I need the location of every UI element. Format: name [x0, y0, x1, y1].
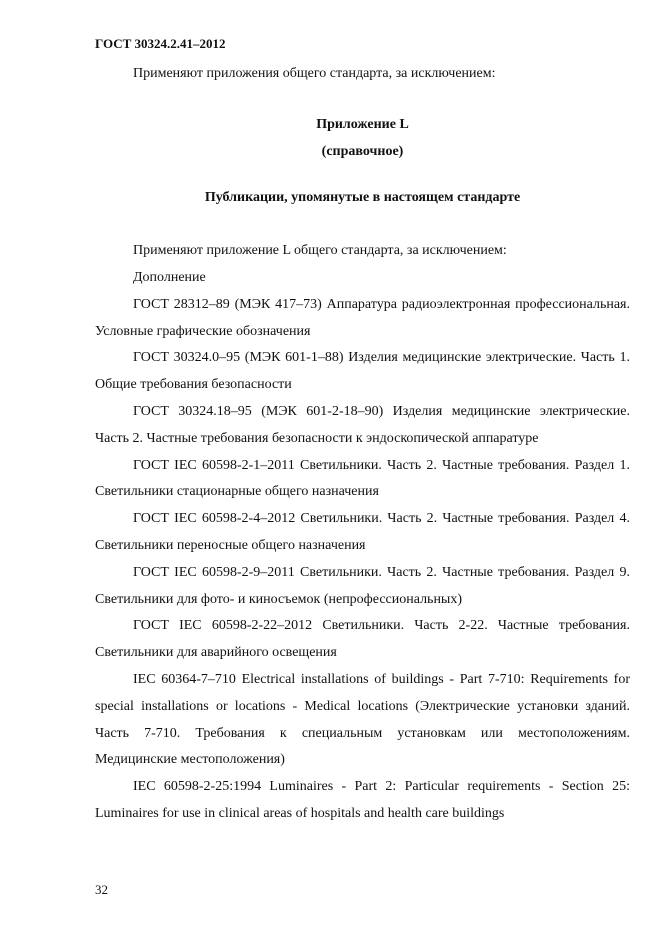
document-header: ГОСТ 30324.2.41–2012: [95, 36, 226, 51]
apply-paragraph: Применяют приложение L общего стандарта, за исключением:: [133, 243, 507, 259]
reference-item: ГОСТ 30324.18–95 (МЭК 601-2-18–90) Изделия медицинские электрические. Часть 2. Частные требования безопасности к эндоскопической аппаратуре: [95, 403, 630, 446]
reference-item: ГОСТ IEC 60598-2-9–2011 Светильники. Часть 2. Частные требования. Раздел 9. Светильники для фото- и киносъемок (непрофессиональных): [95, 564, 630, 607]
reference-item: IEC 60598-2-25:1994 Luminaires - Part 2: Particular requirements - Section 25: Luminaires for use in clinical areas of hospitals and health care buildings: [95, 779, 630, 821]
spacer: [95, 212, 630, 238]
reference-item: IEC 60364-7–710 Electrical installations of buildings - Part 7-710: Requirements for special installations or locations - Medical locations (Электрические установки зданий. Часть 7-710. Требования к специальным установкам или местоположениям. Медицинские местоположения): [95, 671, 630, 768]
appendix-title: Приложение L: [316, 116, 409, 132]
reference-item: ГОСТ IEC 60598-2-4–2012 Светильники. Часть 2. Частные требования. Раздел 4. Светильники переносные общего назначения: [95, 511, 630, 553]
reference-item: ГОСТ 28312–89 (МЭК 417–73) Аппаратура радиоэлектронная профессиональная. Условные графические обозначения: [95, 296, 630, 339]
section-title: Публикации, упомянутые в настоящем стандарте: [204, 190, 521, 206]
reference-item: ГОСТ IEC 60598-2-22–2012 Светильники. Часть 2-22. Частные требования. Светильники для аварийного освещения: [95, 618, 630, 661]
reference-item: ГОСТ 30324.0–95 (МЭК 601-1–88) Изделия медицинские электрические. Часть 1. Общие требования безопасности: [95, 350, 630, 393]
spacer: [95, 88, 630, 112]
addition-paragraph: Дополнение: [133, 269, 206, 285]
page-content: [95, 61, 630, 828]
reference-item: ГОСТ IEC 60598-2-1–2011 Светильники. Часть 2. Частные требования. Раздел 1. Светильники стационарные общего назначения: [95, 457, 630, 500]
intro-paragraph: Применяют приложения общего стандарта, за исключением:: [133, 66, 496, 81]
appendix-type: (справочное): [321, 143, 404, 159]
spacer: [95, 165, 630, 185]
page-number: 32: [95, 882, 108, 897]
